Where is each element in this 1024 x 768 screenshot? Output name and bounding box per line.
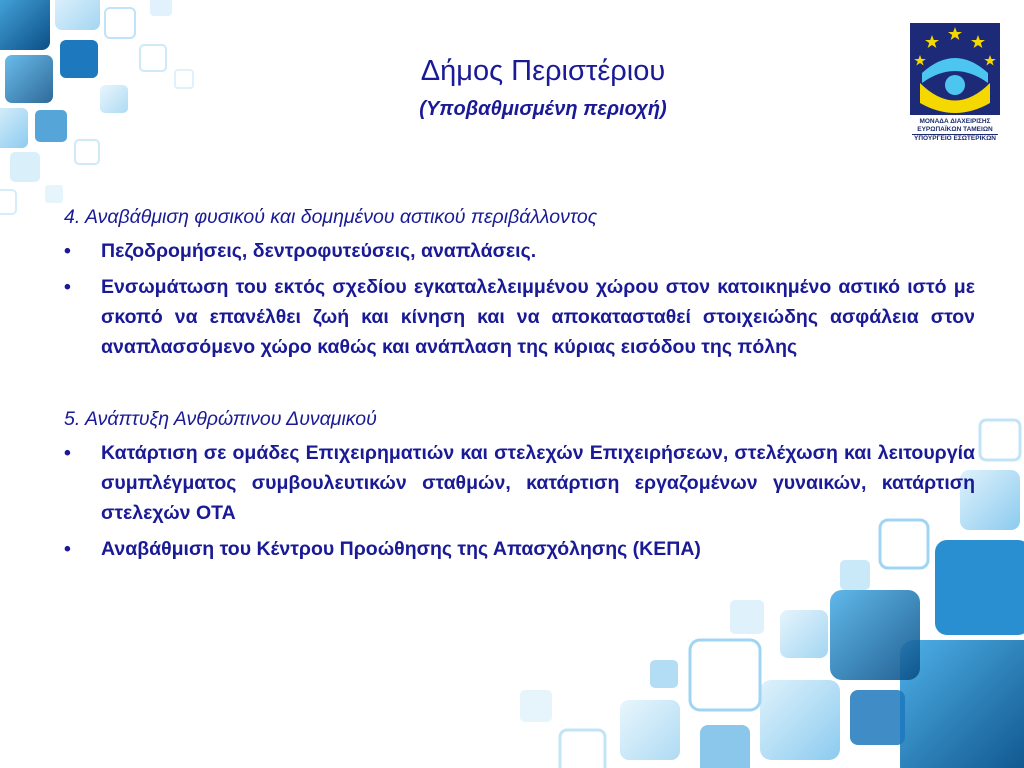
logo-caption-line3: ΥΠΟΥΡΓΕΙΟ ΕΣΩΤΕΡΙΚΩΝ	[914, 135, 996, 142]
section-4	[64, 204, 975, 362]
bullet-item	[64, 236, 975, 266]
bullet-marker: •	[64, 538, 71, 560]
bullet-marker: •	[64, 276, 71, 298]
bullet-text: Πεζοδρομήσεις, δεντροφυτεύσεις, αναπλάσεις.	[101, 240, 537, 262]
slide-content	[64, 204, 975, 570]
logo-emblem	[910, 23, 1000, 115]
bullet-marker: •	[64, 240, 71, 262]
bullet-text: Ενσωμάτωση του εκτός σχεδίου εγκαταλελειμμένου χώρου στον κατοικημένο αστικό ιστό με σκοπό να επανέλθει ζωή και κίνηση και να αποκατασταθεί στοιχειώδης ασφάλεια στον αναπλασσόμενο χώρο καθώς και ανάπλαση της κύριας εισόδου της πόλης	[101, 276, 975, 358]
bullet-item	[64, 534, 975, 564]
section-heading: 4. Αναβάθμιση φυσικού και δομημένου αστικού περιβάλλοντος	[64, 206, 598, 228]
bullet-item	[64, 438, 975, 528]
section-spacer	[64, 368, 975, 406]
bullet-item	[64, 272, 975, 362]
bullet-text: Κατάρτιση σε ομάδες Επιχειρηματιών και στελεχών Επιχειρήσεων, στελέχωση και λειτουργία συμπλέγματος συμβουλευτικών σταθμών, κατάρτιση εργαζομένων γυναικών, κατάρτιση στελεχών ΟΤΑ	[101, 442, 975, 524]
bullet-text: Αναβάθμιση του Κέντρου Προώθησης της Απασχόλησης (ΚΕΠΑ)	[101, 538, 701, 560]
ministry-logo	[910, 23, 1000, 144]
logo-caption-line1: ΜΟΝΑΔΑ ΔΙΑΧΕΙΡΙΣΗΣ	[919, 118, 991, 125]
section-heading: 5. Ανάπτυξη Ανθρώπινου Δυναμικού	[64, 408, 377, 430]
slide-subtitle: (Υποβαθμισμένη περιοχή)	[419, 98, 667, 120]
slide-title: Δήμος Περιστέριου	[420, 55, 666, 87]
section-5	[64, 406, 975, 564]
bullet-marker: •	[64, 442, 71, 464]
logo-caption-line2: ΕΥΡΩΠΑΪΚΩΝ ΤΑΜΕΙΩΝ	[917, 126, 993, 133]
